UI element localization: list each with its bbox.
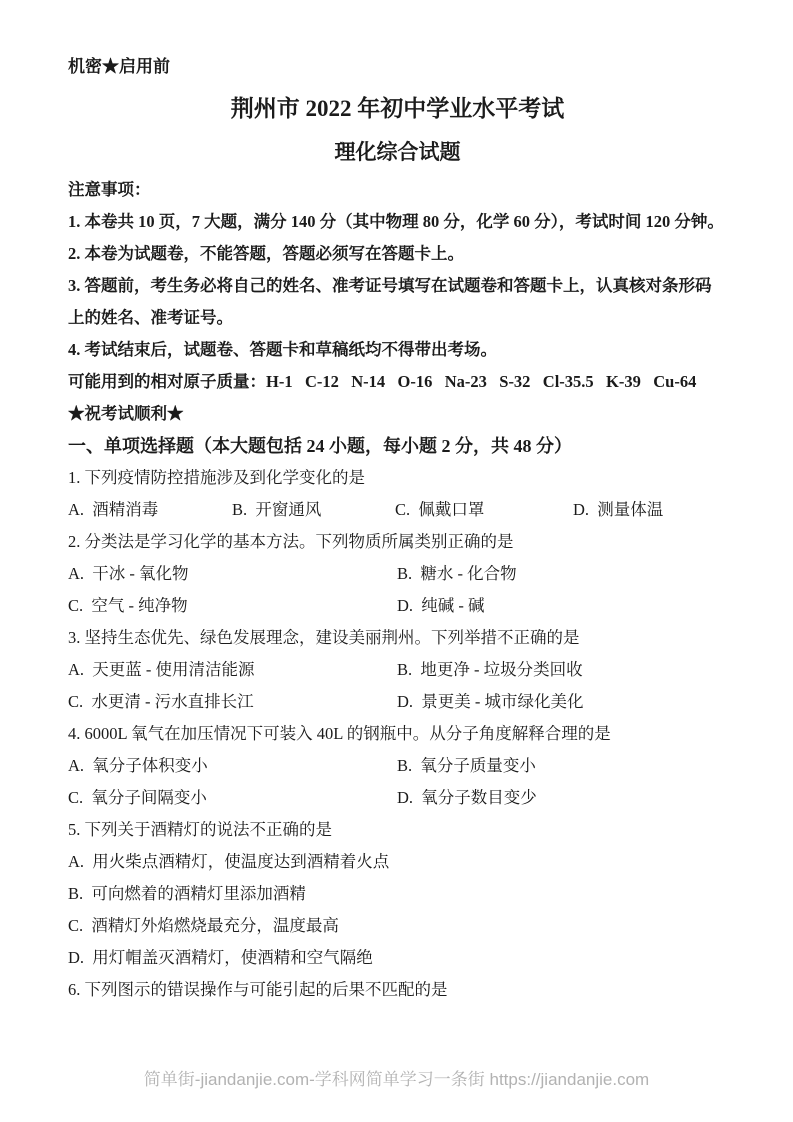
option-c: C. 佩戴口罩: [395, 500, 485, 519]
option-b: B. 氧分子质量变小: [397, 756, 536, 775]
option-b: B. 地更净 - 垃圾分类回收: [397, 660, 583, 679]
question-block-4: [68, 718, 727, 814]
question-stem: 4. 6000L 氧气在加压情况下可装入 40L 的钢瓶中。从分子角度解释合理的是: [68, 724, 611, 743]
option-c: C. 水更清 - 污水直排长江: [68, 692, 254, 711]
question-stem: 3. 坚持生态优先、绿色发展理念，建设美丽荆州。下列举措不正确的是: [68, 628, 580, 647]
question-stem: 1. 下列疫情防控措施涉及到化学变化的是: [68, 468, 365, 487]
exam-wish-line: ★祝考试顺利★: [68, 404, 184, 423]
option-c: C. 空气 - 纯净物: [68, 596, 188, 615]
option-b: B. 开窗通风: [232, 500, 322, 519]
option-c: C. 氧分子间隔变小: [68, 788, 207, 807]
atomic-mass-line: 可能用到的相对原子质量：H-1 C-12 N-14 O-16 Na-23 S-32 Cl-35.5 K-39 Cu-64: [68, 372, 697, 391]
option-c: C. 酒精灯外焰燃烧最充分，温度最高: [68, 916, 339, 935]
question-stem: 6. 下列图示的错误操作与可能引起的后果不匹配的是: [68, 980, 448, 999]
question-block-6: [68, 974, 727, 1006]
notice-item-2: 2. 本卷为试题卷，不能答题，答题必须写在答题卡上。: [68, 244, 464, 263]
question-options: [68, 494, 727, 526]
question-stem: 5. 下列关于酒精灯的说法不正确的是: [68, 820, 332, 839]
question-block-5: [68, 814, 727, 974]
question-block-3: [68, 622, 727, 718]
notice-item-1: 1. 本卷共 10 页，7 大题，满分 140 分（其中物理 80 分，化学 60 分），考试时间 120 分钟。: [68, 212, 724, 231]
option-d: D. 用灯帽盖灭酒精灯，使酒精和空气隔绝: [68, 948, 373, 967]
page-title: 荆州市 2022 年初中学业水平考试: [230, 96, 565, 121]
question-options: [68, 654, 727, 718]
page-subtitle: 理化综合试题: [334, 140, 461, 164]
footer-watermark: 简单街-jiandanjie.com-学科网简单学习一条街 https://jiandanjie.com: [143, 1070, 650, 1089]
option-d: D. 氧分子数目变少: [397, 788, 537, 807]
option-b: B. 可向燃着的酒精灯里添加酒精: [68, 884, 306, 903]
option-d: D. 纯碱 - 碱: [397, 596, 485, 615]
option-d: D. 景更美 - 城市绿化美化: [397, 692, 584, 711]
section-heading-multiple-choice: 一、单项选择题（本大题包括 24 小题，每小题 2 分，共 48 分）: [68, 436, 572, 456]
option-a: A. 天更蓝 - 使用清洁能源: [68, 660, 255, 679]
question-stem: 2. 分类法是学习化学的基本方法。下列物质所属类别正确的是: [68, 532, 514, 551]
option-b: B. 糖水 - 化合物: [397, 564, 517, 583]
question-block-1: [68, 462, 727, 526]
question-block-2: [68, 526, 727, 622]
option-d: D. 测量体温: [573, 500, 664, 519]
secrecy-label: 机密★启用前: [68, 57, 170, 76]
option-a: A. 酒精消毒: [68, 500, 159, 519]
option-a: A. 氧分子体积变小: [68, 756, 208, 775]
question-options: [68, 750, 727, 814]
notice-item-3: 3. 答题前，考生务必将自己的姓名、准考证号填写在试题卷和答题卡上，认真核对条形码上的姓名、准考证号。: [68, 276, 712, 327]
notices-heading: 注意事项：: [68, 180, 151, 199]
question-options: [68, 846, 727, 974]
option-a: A. 干冰 - 氧化物: [68, 564, 189, 583]
option-a: A. 用火柴点酒精灯，使温度达到酒精着火点: [68, 852, 390, 871]
notice-item-4: 4. 考试结束后，试题卷、答题卡和草稿纸均不得带出考场。: [68, 340, 497, 359]
notices-section: [68, 174, 727, 430]
question-options: [68, 558, 727, 622]
